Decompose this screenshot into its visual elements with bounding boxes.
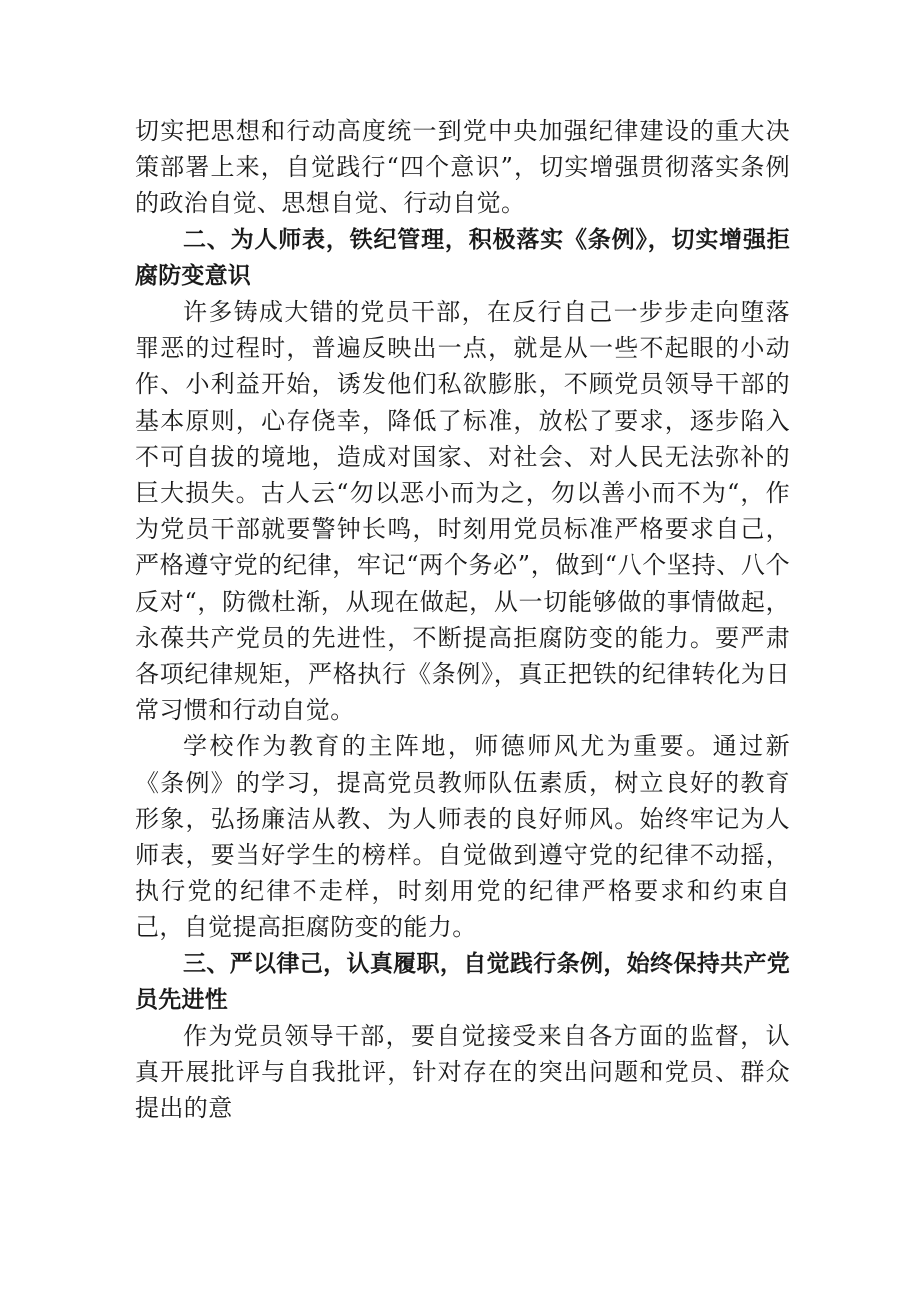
paragraph-school-ethics: 学校作为教育的主阵地，师德师风尤为重要。通过新《条例》的学习，提高党员教师队伍素质，树立良好的教育形象，弘扬廉洁从教、为人师表的良好师风。始终牢记为人师表，要当好学生的榜样。自觉做到遵守党的纪律不动摇，执行党的纪律不走样，时刻用党的纪律严格要求和约束自己，自觉提高拒腐防变的能力。 (135, 732, 790, 942)
paragraph-supervision: 作为党员领导干部，要自觉接受来自各方面的监督，认真开展批评与自我批评，针对存在的突出问题和党员、群众提出的意 (135, 1022, 790, 1123)
section-heading-3: 三、严以律己，认真履职，自觉践行条例，始终保持共产党员先进性 (135, 950, 790, 1013)
document-page (135, 113, 790, 1127)
section-heading-2: 二、为人师表，铁纪管理，积极落实《条例》，切实增强拒腐防变意识 (135, 226, 790, 289)
paragraph-intro: 切实把思想和行动高度统一到党中央加强纪律建设的重大决策部署上来，自觉践行“四个意识”，切实增强贯彻落实条例的政治自觉、思想自觉、行动自觉。 (135, 117, 790, 218)
paragraph-cadres-warning: 许多铸成大错的党员干部，在反行自己一步步走向堕落罪恶的过程时，普遍反映出一点，就是从一些不起眼的小动作、小利益开始，诱发他们私欲膨胀，不顾党员领导干部的基本原则，心存侥幸，降低了标准，放松了要求，逐步陷入不可自拔的境地，造成对国家、对社会、对人民无法弥补的巨大损失。古人云“勿以恶小而为之，勿以善小而不为“，作为党员干部就要警钟长鸣，时刻用党员标准严格要求自己，严格遵守党的纪律，牢记“两个务必”，做到“八个坚持、八个反对“，防微杜渐，从现在做起，从一切能够做的事情做起，永葆共产党员的先进性，不断提高拒腐防变的能力。要严肃各项纪律规矩，严格执行《条例》，真正把铁的纪律转化为日常习惯和行动自觉。 (135, 298, 790, 725)
